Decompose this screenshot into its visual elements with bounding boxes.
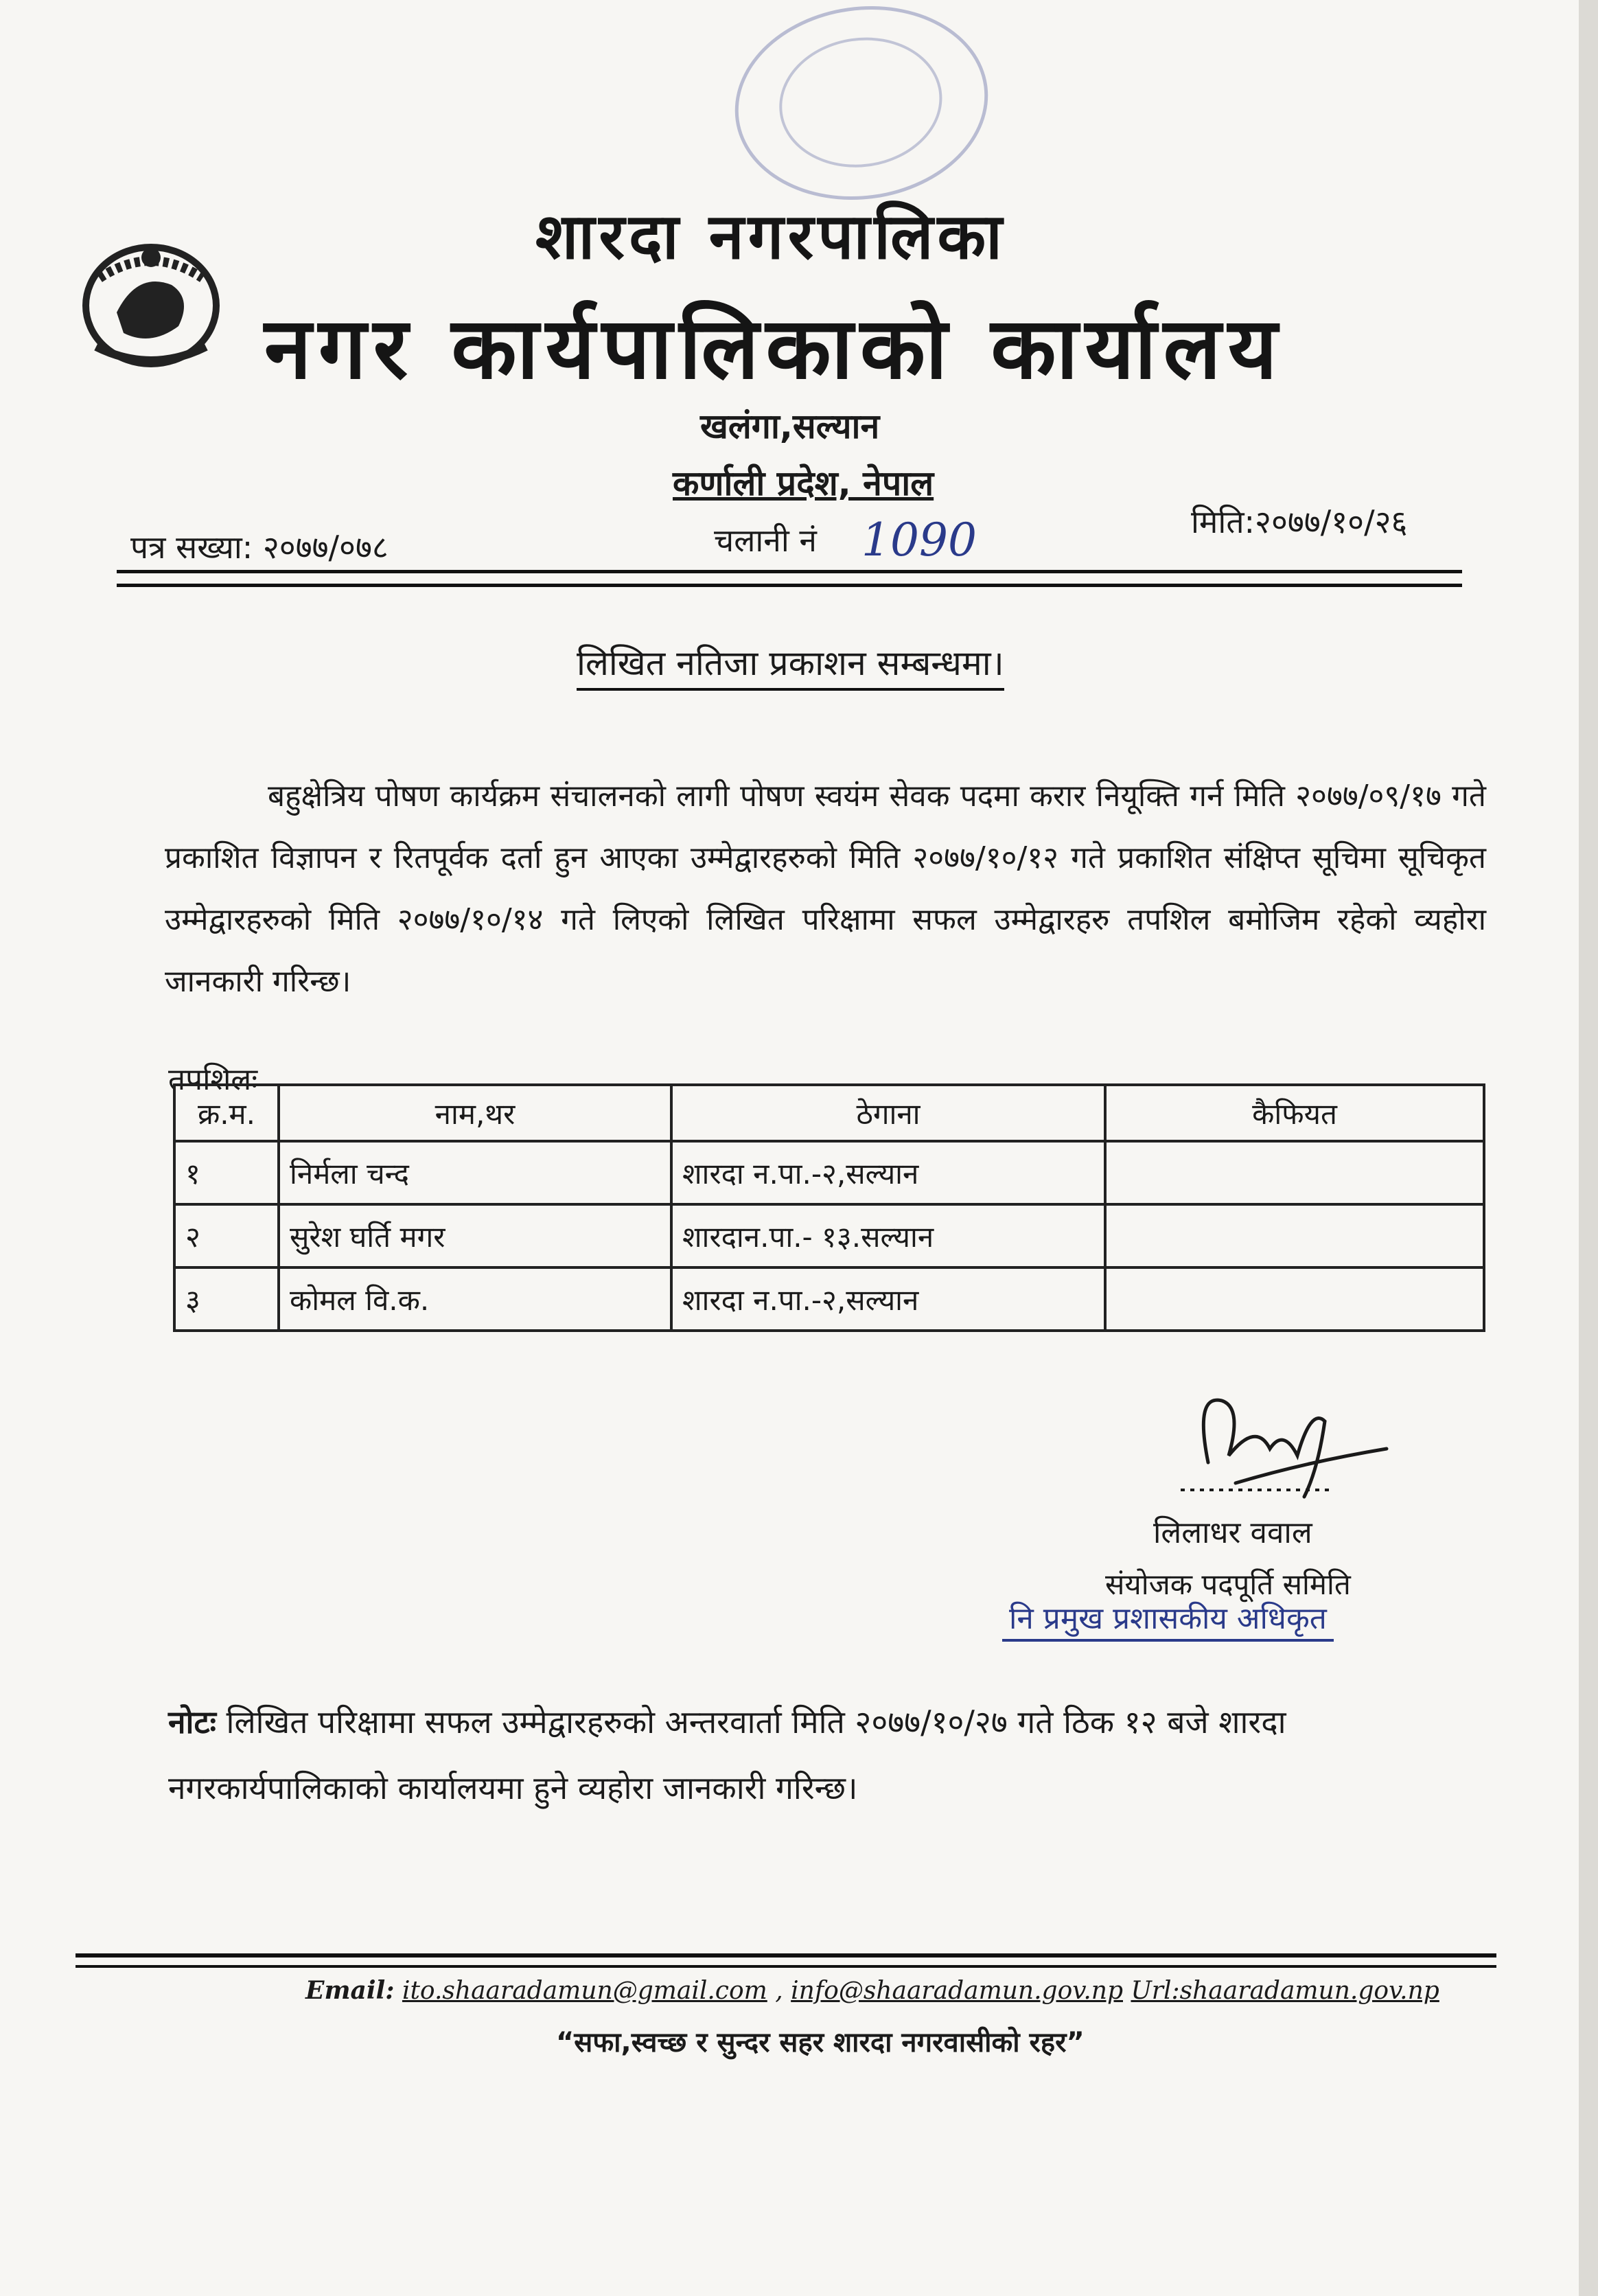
signatory-name: लिलाधर ववाल xyxy=(1153,1515,1312,1550)
cell-sn: १ xyxy=(174,1141,279,1204)
email-link-2[interactable]: info@shaaradamun.gov.np xyxy=(791,1977,1123,2005)
table-label: तपशिलः xyxy=(168,1062,258,1097)
cell-name: कोमल वि.क. xyxy=(279,1267,671,1331)
interview-note xyxy=(168,1689,1472,1821)
table-row xyxy=(174,1267,1484,1331)
office-name: नगर कार्यपालिकाको कार्यालय xyxy=(264,299,1284,398)
cell-address: शारदा न.पा.-२,सल्यान xyxy=(671,1141,1105,1204)
chalani-label: चलानी नं xyxy=(714,522,817,559)
municipality-name: शारदा नगरपालिका xyxy=(535,199,1006,273)
footer-rule-top xyxy=(76,1953,1496,1958)
header-name: नाम,थर xyxy=(279,1085,671,1141)
reference-number: पत्र सख्या: २०७७/०७८ xyxy=(130,529,389,566)
cell-sn: ३ xyxy=(174,1267,279,1331)
cell-remarks xyxy=(1105,1141,1484,1204)
cell-remarks xyxy=(1105,1204,1484,1267)
address-line-1: खलंगा,सल्यान xyxy=(700,406,880,446)
email-link-1[interactable]: ito.shaaradamun@gmail.com xyxy=(402,1977,767,2005)
cell-address: शारदान.पा.- १३.सल्यान xyxy=(671,1204,1105,1267)
cell-name: निर्मला चन्द xyxy=(279,1141,671,1204)
subject-line: लिखित नतिजा प्रकाशन सम्बन्धमा। xyxy=(577,639,1004,691)
table-row xyxy=(174,1141,1484,1204)
footer-contacts: Email: ito.shaaradamun@gmail.com , info@shaaradamun.gov.np Url:shaaradamun.gov.np xyxy=(305,1976,1439,2005)
signatory-title: संयोजक पदपूर्ति समिति xyxy=(1105,1568,1351,1601)
header-sn: क्र.म. xyxy=(174,1085,279,1141)
body-text: बहुक्षेत्रिय पोषण कार्यक्रम संचालनको लागी पोषण स्वयंम सेवक पदमा करार नियूक्ति गर्न मिति २०७७/०९/१७ गते प्रकाशित विज्ञापन र रितपूर्वक दर्ता हुन आएका उम्मेद्वारहरुको मिति २०७७/१०/१२ गते प्रकाशित संक्षिप्त सूचिमा सूचिकृत उम्मेद्वारहरुको मिति २०७७/१०/१४ गते लिएको लिखित परिक्षामा सफल उम्मेद्वारहरु तपशिल बमोजिम रहेको व्यहोरा जानकारी गरिन्छ। xyxy=(165,779,1486,999)
nepal-emblem-icon xyxy=(69,230,233,374)
signature xyxy=(1167,1380,1400,1517)
note-text: लिखित परिक्षामा सफल उम्मेद्वारहरुको अन्तरवार्ता मिति २०७७/१०/२७ गते ठिक १२ बजे शारदा नगरकार्यपालिकाको कार्यालयमा हुने व्यहोरा जानकारी गरिन्छ। xyxy=(168,1703,1286,1806)
officer-stamp: नि प्रमुख प्रशासकीय अधिकृत xyxy=(1002,1596,1334,1642)
cell-name: सुरेश घर्ति मगर xyxy=(279,1204,671,1267)
cell-sn: २ xyxy=(174,1204,279,1267)
cell-remarks xyxy=(1105,1267,1484,1331)
body-paragraph xyxy=(165,766,1486,1013)
email-label: Email: xyxy=(305,1976,395,2005)
header-rule-top xyxy=(117,570,1462,573)
results-table xyxy=(173,1083,1485,1332)
table-header-row xyxy=(174,1085,1484,1141)
letter-date: मिति:२०७७/१०/२६ xyxy=(1191,503,1408,540)
address-line-2: कर्णाली प्रदेश, नेपाल xyxy=(673,463,934,503)
footer-rule-bottom xyxy=(76,1965,1496,1968)
chalani-number-handwritten: 1090 xyxy=(861,514,977,566)
header-remarks: कैफियत xyxy=(1105,1085,1484,1141)
header-address: ठेगाना xyxy=(671,1085,1105,1141)
website-link[interactable]: Url:shaaradamun.gov.np xyxy=(1131,1977,1439,2005)
header-rule-bottom xyxy=(117,584,1462,587)
cell-address: शारदा न.पा.-२,सल्यान xyxy=(671,1267,1105,1331)
note-label: नोटः xyxy=(168,1703,216,1741)
page-edge xyxy=(1579,0,1598,2296)
table-row xyxy=(174,1204,1484,1267)
footer-slogan: “सफा,स्वच्छ र सुन्दर सहर शारदा नगरवासीको रहर” xyxy=(556,2027,1085,2058)
